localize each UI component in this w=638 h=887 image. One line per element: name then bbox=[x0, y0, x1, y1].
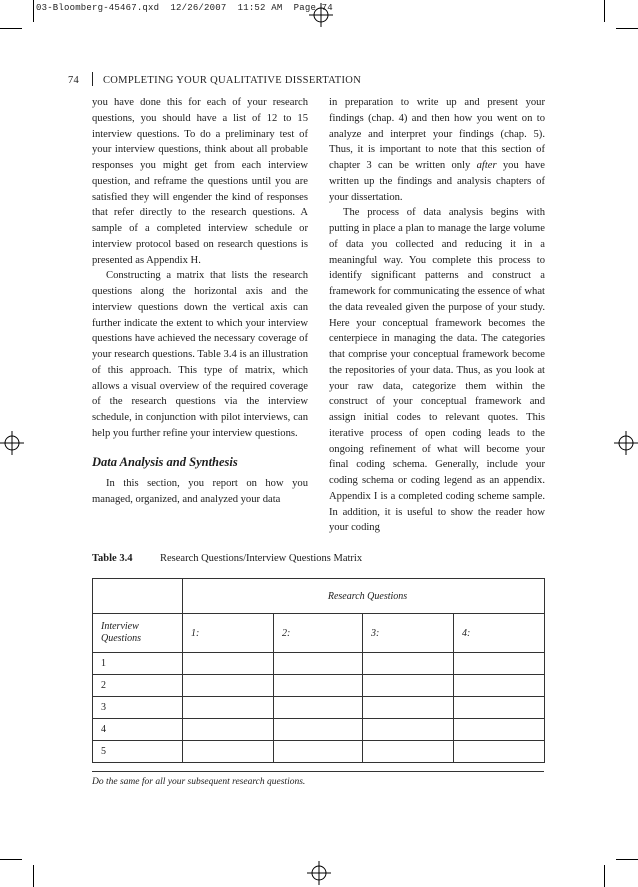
table-cell bbox=[183, 697, 274, 719]
header-line: Questions bbox=[101, 633, 141, 644]
table-cell bbox=[454, 675, 545, 697]
table-cell bbox=[363, 719, 454, 741]
row-label: 5 bbox=[93, 741, 183, 763]
table-cell bbox=[363, 697, 454, 719]
table-cell bbox=[454, 719, 545, 741]
crop-mark bbox=[616, 28, 638, 29]
body-text: in preparation to write up and present your findings (chap. 4) and then how you went on to analyze and interpret your findings (chap. 5). Thus, it is important to note that this section of chapter 3 can be written only bbox=[329, 97, 545, 171]
running-head-title: COMPLETING YOUR QUALITATIVE DISSERTATION bbox=[103, 75, 362, 86]
table-cell bbox=[183, 675, 274, 697]
left-column bbox=[92, 95, 308, 508]
table-cell bbox=[274, 741, 363, 763]
column-header: 4: bbox=[454, 614, 545, 653]
row-label: 4 bbox=[93, 719, 183, 741]
table-note: Do the same for all your subsequent research questions. bbox=[92, 777, 306, 787]
research-questions-header: Research Questions bbox=[183, 579, 545, 614]
table-cell bbox=[363, 653, 454, 675]
table-cell bbox=[274, 697, 363, 719]
table-cell bbox=[454, 653, 545, 675]
crop-mark bbox=[33, 0, 34, 22]
table-header-row bbox=[93, 579, 545, 614]
printer-slug: 03-Bloomberg-45467.qxd 12/26/2007 11:52 AM Page 74 bbox=[36, 3, 333, 13]
table-cell bbox=[183, 719, 274, 741]
table-row bbox=[93, 675, 545, 697]
table-cell bbox=[183, 653, 274, 675]
registration-mark-icon bbox=[0, 431, 24, 455]
crop-mark bbox=[616, 859, 638, 860]
page-number: 74 bbox=[68, 75, 80, 86]
header-line: Interview bbox=[101, 621, 139, 632]
running-head-divider bbox=[92, 72, 93, 86]
table-title: Research Questions/Interview Questions Matrix bbox=[160, 553, 363, 564]
crop-mark bbox=[0, 859, 22, 860]
crop-mark bbox=[604, 0, 605, 22]
table-row bbox=[93, 741, 545, 763]
row-label: 3 bbox=[93, 697, 183, 719]
table-cell bbox=[363, 675, 454, 697]
table-cell bbox=[363, 741, 454, 763]
emphasis-text: after bbox=[476, 160, 497, 171]
matrix-table-wrapper bbox=[92, 578, 544, 763]
row-label: 1 bbox=[93, 653, 183, 675]
table-row bbox=[93, 719, 545, 741]
column-header: 1: bbox=[183, 614, 274, 653]
crop-mark bbox=[0, 28, 22, 29]
table-caption bbox=[92, 553, 552, 564]
body-text: you have written up the findings and analysis chapters of your dissertation. bbox=[329, 160, 546, 203]
table-cell bbox=[274, 719, 363, 741]
crop-mark bbox=[33, 865, 34, 887]
registration-mark-icon bbox=[307, 861, 331, 885]
right-column bbox=[329, 95, 545, 536]
registration-mark-icon bbox=[614, 431, 638, 455]
body-paragraph: In this section, you report on how you managed, organized, and analyzed your data bbox=[92, 478, 308, 505]
body-paragraph: you have done this for each of your research questions, you should have a list of 12 to 15 interview questions. To do a preliminary test of your interview questions, think about all probable responses you might get from each interview question, and reframe the questions until you are satisfied they will engender the kind of responses that refer directly to the research questions. A sample of a completed interview schedule or interview protocol based on research questions is presented as Appendix H. bbox=[92, 97, 308, 266]
table-number: Table 3.4 bbox=[92, 553, 133, 564]
table-row bbox=[93, 653, 545, 675]
table-cell bbox=[274, 653, 363, 675]
body-paragraph: Constructing a matrix that lists the research questions along the horizontal axis and the interview questions down the vertical axis can further indicate the extent to which your interview questions have achieved the necessary coverage of your research questions. Table 3.4 is an illustration of this approach. This type of matrix, which allows a visual overview of the required coverage of the research questions via the interview schedule, in conjunction with pilot interviews, can help you further refine your interview questions. bbox=[92, 270, 308, 439]
interview-questions-header bbox=[93, 614, 183, 653]
row-label: 2 bbox=[93, 675, 183, 697]
matrix-table bbox=[92, 578, 545, 763]
table-column-header-row bbox=[93, 614, 545, 653]
table-corner-cell bbox=[93, 579, 183, 614]
crop-mark bbox=[604, 865, 605, 887]
table-cell bbox=[454, 741, 545, 763]
table-rule bbox=[92, 771, 544, 772]
column-header: 2: bbox=[274, 614, 363, 653]
body-paragraph: The process of data analysis begins with putting in place a plan to manage the large volume of data you collected and reducing it in a meaningful way. You complete this process to identify significant patterns and construct a framework for communicating the essence of what the data revealed given the purpose of your study. Here your conceptual framework becomes the centerpiece in managing the data. The categories that comprise your conceptual framework become the repositories of your data. Thus, as you look at your raw data, categorize them within the construct of your conceptual framework and assign initial codes to relevant quotes. This iterative process of open coding leads to the ongoing refinement of what will become your final coding schema. Generally, include your coding schema or coding legend as an appendix. Appendix I is a completed coding scheme sample. In addition, it is useful to show the reader how your coding bbox=[329, 207, 545, 534]
registration-mark-icon bbox=[309, 3, 333, 27]
table-cell bbox=[274, 675, 363, 697]
body-paragraph bbox=[329, 95, 545, 205]
table-row bbox=[93, 697, 545, 719]
column-header: 3: bbox=[363, 614, 454, 653]
running-head bbox=[68, 72, 361, 86]
table-cell bbox=[454, 697, 545, 719]
table-cell bbox=[183, 741, 274, 763]
section-heading: Data Analysis and Synthesis bbox=[92, 454, 238, 469]
